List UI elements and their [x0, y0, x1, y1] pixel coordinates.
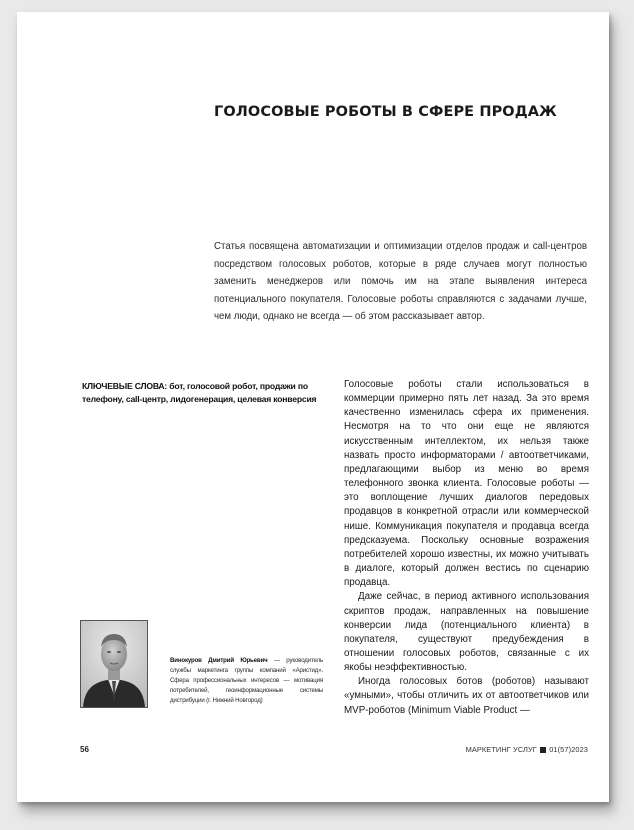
- page-number: 56: [80, 745, 89, 754]
- magazine-page: [17, 12, 609, 802]
- article-abstract: Статья посвящена автоматизации и оптимизации отделов продаж и call-центров посредством голосовых роботов, которые в ряде случаев могут полностью заменить менеджеров или помочь им на этапе выявления интереса потенциального покупателя. Голосовые роботы справляются с задачами лучше, чем люди, однако не всегда — об этом рассказывает автор.: [214, 241, 587, 323]
- author-photo: [80, 620, 148, 708]
- square-separator-icon: [540, 747, 546, 753]
- keywords-list: бот, голосовой робот, продажи по телефону, call-центр, лидогенерация, целевая конверсия: [82, 381, 317, 404]
- keywords-block: [82, 380, 322, 405]
- body-paragraph: Голосовые роботы стали использоваться в коммерции примерно пять лет назад. За это время качественно изменилась сфера их применения. Несмотря на то что они еще не являются искусственным интеллектом, их нельзя также назвать просто информаторами / автоответчиками, предлагающими выбор из меню во время телефонного звонка клиента. Голосовые роботы — это воплощение лучших диалогов передовых продавцов в конкретной отрасли или коммерческой нише. Коммуникация покупателя и продавца всегда предсказуема. Поскольку основные возражения потребителей хорошо известны, их можно учитывать в диалоге, который должен вестись по сценарию продавца.: [344, 379, 589, 589]
- body-paragraph: Даже сейчас, в период активного использования скриптов продаж, направленных на повышение конверсии лида (потенциального клиента) в покупателя, существуют предубеждения в отношении голосовых роботов, связанные с их якобы неэффективностью.: [344, 591, 589, 674]
- author-portrait-image: [81, 621, 147, 707]
- body-paragraph: Иногда голосовых ботов (роботов) называют «умными», чтобы отличить их от автоответчиков или MVP-роботов (Minimum Viable Product —: [344, 676, 589, 716]
- article-title: ГОЛОСОВЫЕ РОБОТЫ В СФЕРЕ ПРОДАЖ: [214, 104, 557, 120]
- author-name: Винокуров Дмитрий Юрьевич: [170, 657, 268, 664]
- article-body: [344, 378, 589, 718]
- keywords-label: КЛЮЧЕВЫЕ СЛОВА:: [82, 381, 168, 391]
- journal-issue: 01(57)2023: [549, 745, 588, 754]
- journal-footer: [466, 745, 588, 754]
- journal-name: МАРКЕТИНГ УСЛУГ: [465, 745, 537, 754]
- author-bio: [170, 656, 323, 706]
- author-description: — руководитель службы маркетинга группы компаний «Аристид». Сфера профессиональных интересов — мотивация потребителей, геоинформационные системы дистрибуции (г. Нижний Новгород): [170, 657, 324, 705]
